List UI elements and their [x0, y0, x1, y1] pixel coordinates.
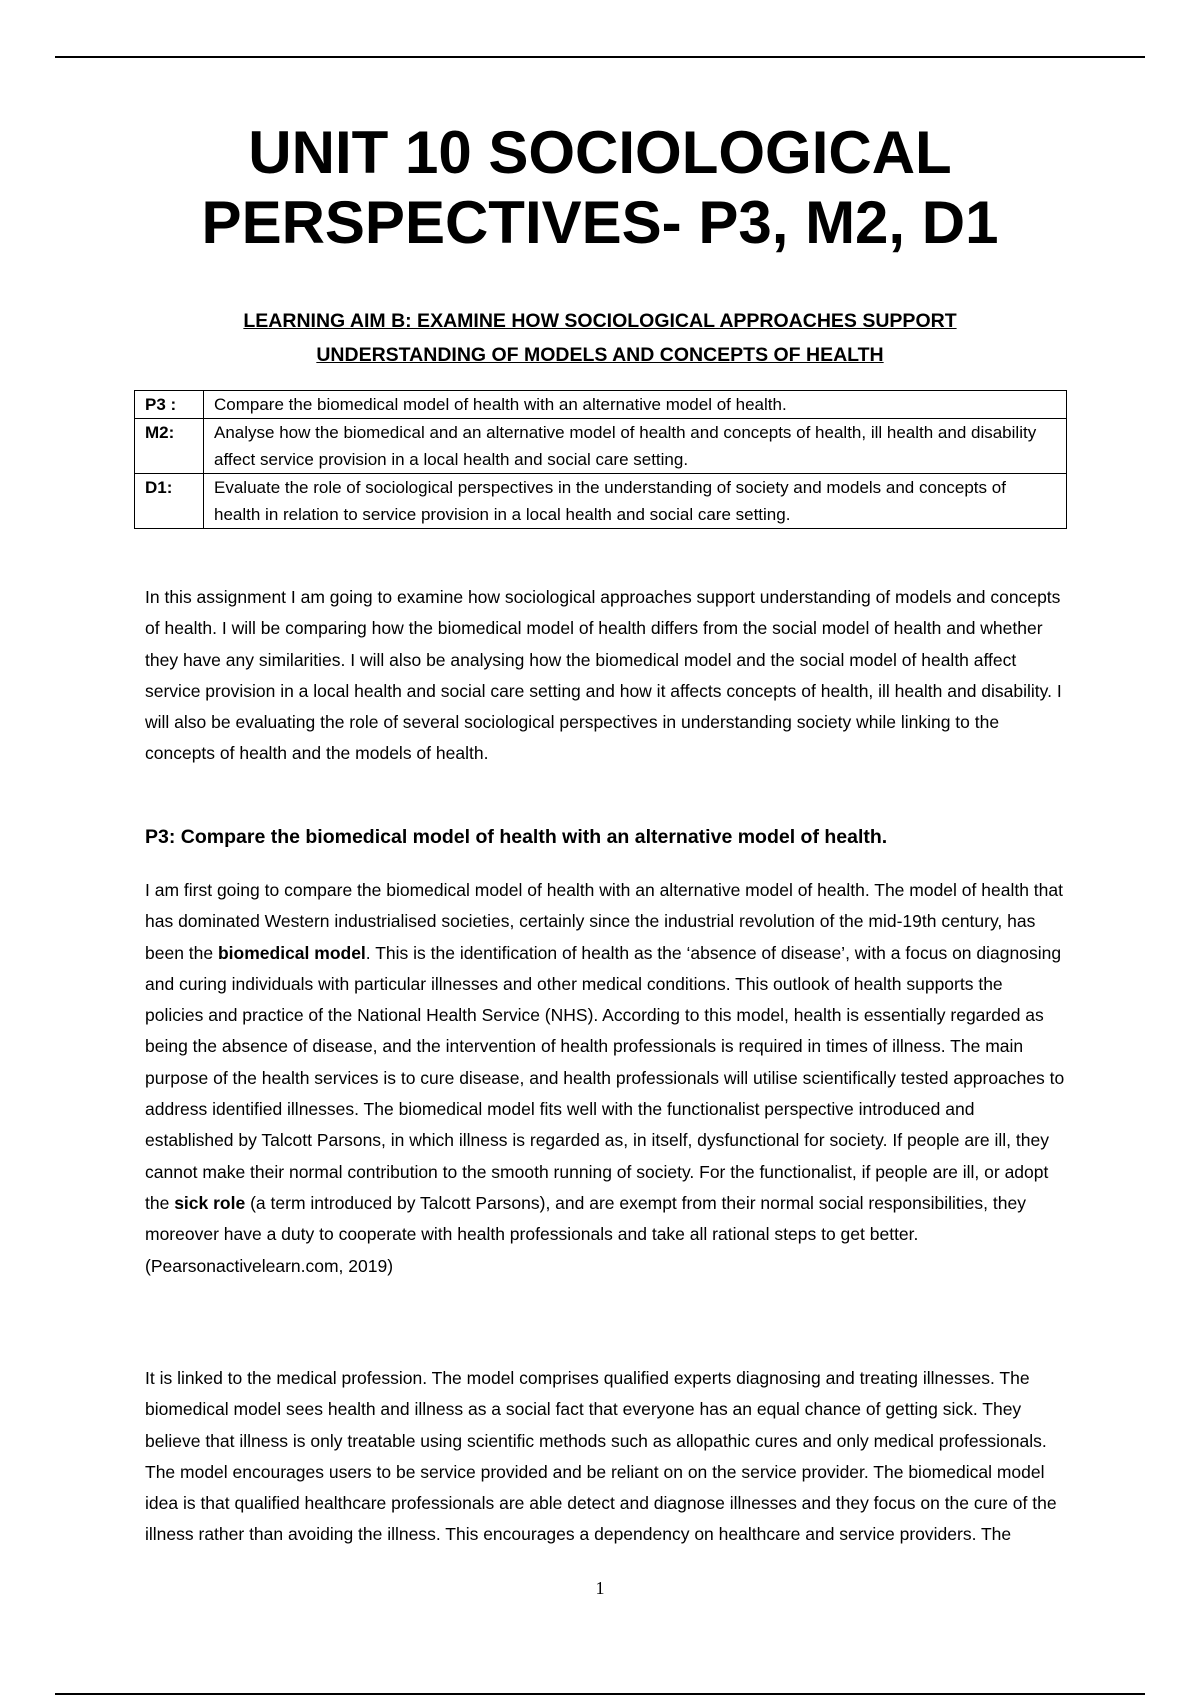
criteria-text: Evaluate the role of sociological perspectives in the understanding of society and models and concepts of health in relation to service provision in a local health and social care setting. — [204, 474, 1067, 529]
criteria-code: M2: — [135, 419, 204, 474]
p3-heading: P3: Compare the biomedical model of health with an alternative model of health. — [145, 826, 888, 848]
para2-text-c: (a term introduced by Talcott Parsons), and are exempt from their normal social responsibilities, they moreover have a duty to cooperate with health professionals and take all rational steps to get better. (Pearsonactivelearn.com, 2019) — [145, 1192, 1026, 1276]
term-sick-role: sick role — [174, 1192, 246, 1213]
criteria-row — [135, 474, 1067, 529]
medical-profession-paragraph: It is linked to the medical profession. The model comprises qualified experts diagnosing and treating illnesses. The biomedical model sees health and illness as a social fact that everyone has an equal chance of getting sick. They believe that illness is only treatable using scientific methods such as allopathic cures and only medical professionals. The model encourages users to be service provided and be reliant on on the service provider. The biomedical model idea is that qualified healthcare professionals are able detect and diagnose illnesses and they focus on the cure of the illness rather than avoiding the illness. This encourages a dependency on healthcare and service providers. The — [145, 1368, 1057, 1545]
intro-paragraph: In this assignment I am going to examine how sociological approaches support understanding of models and concepts of health. I will be comparing how the biomedical model of health differs from the social model of health and whether they have any similarities. I will also be analysing how the biomedical model and the social model of health affect service provision in a local health and social care setting and how it affects concepts of health, ill health and disability. I will also be evaluating the role of several sociological perspectives in understanding society while linking to the concepts of health and the models of health. — [145, 587, 1062, 764]
criteria-row — [135, 419, 1067, 474]
title-line-1: UNIT 10 SOCIOLOGICAL — [248, 119, 952, 186]
term-biomedical-model: biomedical model — [217, 942, 366, 963]
aim-line-2: UNDERSTANDING OF MODELS AND CONCEPTS OF HEALTH — [316, 344, 884, 366]
criteria-table — [134, 390, 1067, 529]
learning-aim-heading — [0, 304, 1200, 372]
biomedical-paragraph — [145, 875, 1065, 1282]
page-title — [0, 118, 1200, 258]
top-rule — [55, 56, 1145, 58]
title-line-2: PERSPECTIVES- P3, M2, D1 — [201, 189, 999, 256]
page-number: 1 — [595, 1578, 605, 1598]
criteria-row — [135, 391, 1067, 419]
aim-line-1: LEARNING AIM B: EXAMINE HOW SOCIOLOGICAL APPROACHES SUPPORT — [243, 310, 957, 332]
bottom-rule — [55, 1693, 1145, 1695]
para2-text-a: I am first going to compare the biomedical model of health with an alternative model of health. The model of health that has dominated Western industrialised societies, certainly since the industrial revolution of the mid-19th century, has been the — [145, 880, 1063, 963]
para2-text-b: . This is the identification of health as the ‘absence of disease’, with a focus on diagnosing and curing individuals with particular illnesses and other medical conditions. This outlook of health supports the policies and practice of the National Health Service (NHS). According to this model, health is essentially regarded as being the absence of disease, and the intervention of health professionals is required in times of illness. The main purpose of the health services is to cure disease, and health professionals will utilise scientifically tested approaches to address identified illnesses. The biomedical model fits well with the functionalist perspective introduced and established by Talcott Parsons, in which illness is regarded as, in itself, dysfunctional for society. If people are ill, they cannot make their normal contribution to the smooth running of society. For the functionalist, if people are ill, or adopt the — [145, 942, 1065, 1213]
criteria-text: Analyse how the biomedical and an alternative model of health and concepts of health, ill health and disability affect service provision in a local health and social care setting. — [204, 419, 1067, 474]
criteria-text: Compare the biomedical model of health with an alternative model of health. — [204, 391, 1067, 419]
criteria-code: D1: — [135, 474, 204, 529]
criteria-code: P3 : — [135, 391, 204, 419]
